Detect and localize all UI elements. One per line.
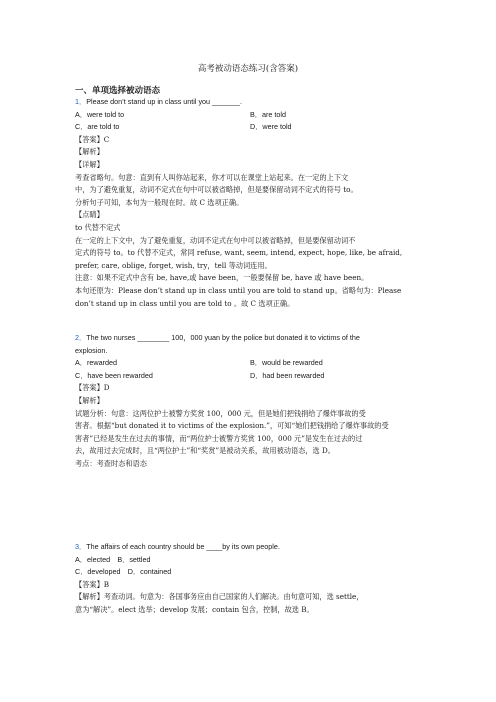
analysis-tag: 【解析】 bbox=[75, 395, 104, 405]
detail-tag: 【详解】 bbox=[75, 159, 104, 169]
answer-line: 【答案】B bbox=[75, 579, 110, 589]
note-text: 注意：如果不定式中含有 be, have,或 have been，一般要保留 be, have 或 have been。 bbox=[75, 273, 369, 283]
question-2-options-ab bbox=[75, 357, 425, 370]
point-text: prefer, care, oblige, forget, wish, try，tell 等动词连用。 bbox=[75, 260, 272, 270]
analysis-text: 意为“解决”。elect 选举；develop 发展；contain 包含，控制，故选 B。 bbox=[75, 604, 314, 614]
analysis-text: 去，故用过去完成时，且“两位护士”和“奖赏”是被动关系，故用被动语态，选 D。 bbox=[75, 446, 335, 456]
question-3-options-ab: A．elected B．settled bbox=[75, 554, 151, 564]
option-c: C．are told to bbox=[75, 122, 120, 132]
question-1 bbox=[75, 96, 425, 310]
option-d: D．had been rewarded bbox=[250, 370, 325, 380]
analysis-text: 害者。根据“but donated it to victims of the explosion.”，可知“她们把钱捐给了爆炸事故的受 bbox=[75, 421, 389, 431]
question-1-options-ab bbox=[75, 109, 425, 122]
option-a: A．rewarded bbox=[75, 358, 117, 368]
option-b: B．would be rewarded bbox=[250, 358, 323, 368]
point-text: to 代替不定式 bbox=[75, 222, 121, 232]
point-text: 定式的符号 to。to 代替不定式，常同 refuse, want, seem, intend, expect, hope, like, be afraid, bbox=[75, 248, 403, 258]
option-b: B．are told bbox=[250, 109, 286, 119]
question-number: 1． bbox=[75, 97, 87, 106]
analysis-text: 试题分析：句意：这两位护士被警方奖赏 100，000 元，但是她们把钱捐给了爆炸事故的受 bbox=[75, 408, 366, 418]
question-1-stem: 1．Please don’t stand up in class until you _______. bbox=[75, 97, 243, 106]
section-heading: 一、单项选择被动语态 bbox=[75, 86, 161, 96]
note-text: don’t stand up in class until you are told to 。故 C 选项正确。 bbox=[75, 298, 295, 308]
question-2 bbox=[75, 332, 425, 471]
note-text: 本句还原为：Please don’t stand up in class until you are told to stand up。省略句为：Please bbox=[75, 285, 402, 295]
question-number: 3． bbox=[75, 542, 87, 551]
detail-text: 考查省略句。句意：直到有人叫你站起来，你才可以在课堂上站起来。在一定的上下文 bbox=[75, 172, 349, 182]
question-2-stem: 2．The two nurses ________ 100，000 yuan by the police but donated it to victims of the bbox=[75, 333, 360, 342]
question-3-stem: 3．The affairs of each country should be ____by its own people. bbox=[75, 542, 280, 551]
analysis-tag: 【解析】 bbox=[75, 147, 104, 157]
question-3-options-cd: C．developed D．contained bbox=[75, 567, 172, 577]
option-c: C．have been rewarded bbox=[75, 370, 153, 380]
option-d: D．were told bbox=[250, 122, 292, 132]
detail-text: 分析句子可知，本句为一般现在时。故 C 选项正确。 bbox=[75, 197, 244, 207]
point-text: 在一定的上下文中，为了避免重复，动词不定式在句中可以被省略掉，但是要保留动词不 bbox=[75, 235, 356, 245]
option-a: A．were told to bbox=[75, 109, 125, 119]
point-text: 考点：考查时态和语态 bbox=[75, 458, 147, 468]
detail-text: 中，为了避免重复，动词不定式在句中可以被省略掉，但是要保留动词不定式的符号 to。 bbox=[75, 185, 358, 195]
question-2-options-cd bbox=[75, 370, 425, 383]
answer-line: 【答案】C bbox=[75, 134, 110, 144]
answer-line: 【答案】D bbox=[75, 383, 110, 393]
document-title: 高考被动语态练习(含答案) bbox=[197, 64, 299, 74]
question-2-stem-cont: explosion. bbox=[75, 345, 108, 355]
analysis-text: 【解析】考查动词。句意为：各国事务应由自己国家的人们解决。由句意可知，选 settle， bbox=[75, 592, 364, 602]
analysis-text: 害者”已经是发生在过去的事情，而“两位护士被警方奖赏 100，000 元”是发生在过去的过 bbox=[75, 433, 363, 443]
question-3 bbox=[75, 541, 425, 617]
question-1-options-cd bbox=[75, 121, 425, 134]
point-tag: 【点睛】 bbox=[75, 210, 104, 220]
question-number: 2． bbox=[75, 333, 87, 342]
